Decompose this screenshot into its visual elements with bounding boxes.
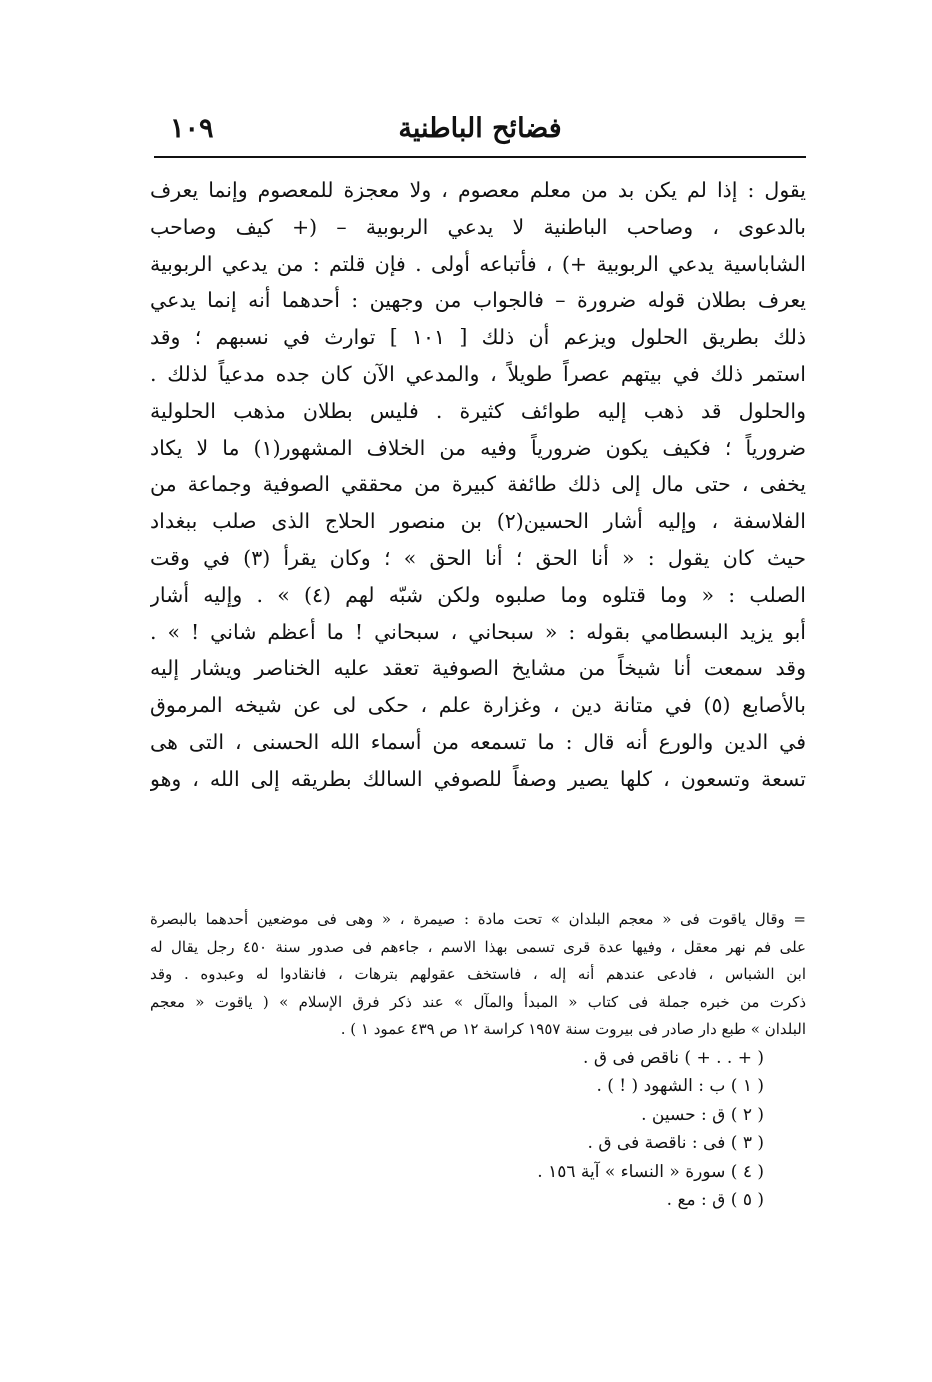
text-line: ذلك بطريق الحلول ويزعم أن ذلك [ ١٠١ ] توارث في نسبهم ؛ وقد	[150, 325, 806, 350]
page-number: ١٠٩	[170, 113, 214, 144]
footnote-item: ( + . . + ) ناقص فى ق .	[583, 1047, 764, 1068]
text-line: والحلول قد ذهب إليه طوائف كثيرة . فليس بطلان مذهب الحلولية	[150, 398, 806, 423]
text-line: يقول : إذا لم يكن بد من معلم معصوم ، ولا معجزة للمعصوم وإنما يعرف	[150, 178, 806, 202]
text-line: أبو يزيد البسطامي بقوله : « سبحاني ، سبحاني ! ما أعظم شاني ! » .	[150, 619, 806, 644]
footnotes	[150, 906, 806, 1215]
footnote-line: ذكرت من خبره جملة فى كتاب « المبدأ والمآل » عند ذكر فرق الإسلام » ( ياقوت « معجم	[150, 992, 806, 1011]
footnote-continuation	[150, 906, 806, 1044]
text-line: حيث كان يقول : « أنا الحق ؛ أنا الحق » ؛ وكان يقرأ (٣) في وقت	[150, 545, 806, 570]
text-line: الشاباسية يدعي الربوبية +) ، فأتباعه أولى . فإن قلتم : من يدعي الربوبية	[150, 251, 806, 276]
text-line: يعرف بطلان قوله ضرورة – فالجواب من وجهين : أحدهما أنه إنما يدعي	[150, 288, 806, 313]
footnote-list	[150, 1044, 806, 1215]
header-rule	[154, 156, 806, 158]
footnote-line: ابن الشباس ، فادعى عندهم أنه إله ، فاستخف عقولهم بترهات ، فانقادوا له وعبدوه . وقد	[150, 965, 806, 983]
text-line: في الدين والورع أنه قال : ما تسمعه من أسماء الله الحسنى ، التى هى	[150, 729, 806, 754]
main-text	[150, 172, 806, 798]
text-line: ضرورياً ؛ فكيف يكون ضرورياً وفيه من الخلاف المشهور(١) ما لا يكاد	[150, 435, 806, 460]
text-line: الفلاسفة ، وإليه أشار الحسين(٢) بن منصور الحلاج الذى صلب ببغداد	[150, 509, 806, 534]
text-line: وقد سمعت أنا شيخاً من مشايخ الصوفية تعقد عليه الخناصر ويشار إليه	[150, 656, 806, 681]
footnote-item: ( ٥ ) ق : مع .	[666, 1190, 764, 1210]
footnote-item: ( ٣ ) فى : ناقصة فى ق .	[587, 1133, 764, 1153]
text-line: يخفى ، حتى مال إلى ذلك طائفة كبيرة من محققي الصوفية وجماعة من	[150, 472, 806, 497]
text-line: تسعة وتسعون ، كلها يصير وصفاً للصوفي السالك بطريقه إلى الله ، وهو	[150, 766, 806, 791]
footnote-item: ( ٤ ) سورة « النساء » آية ١٥٦ .	[537, 1161, 764, 1182]
text-line: بالدعوى ، وصاحب الباطنية لا يدعي الربوبية – (+ كيف وصاحب	[150, 214, 806, 239]
footnote-line: = وقال ياقوت فى « معجم البلدان » تحت مادة : صيمرة ، « وهى فى موضعين أحدهما بالبصرة	[150, 910, 806, 928]
footnote-item: ( ٢ ) ق : حسين .	[641, 1104, 764, 1125]
footnote-line: على فم نهر معقل ، وفيها عدة قرى تسمى بهذا الاسم ، جاءهم فى صدور سنة ٤٥٠ رجل يقال له	[150, 937, 806, 956]
running-title: فضائح الباطنية	[398, 113, 562, 144]
text-line: الصلب : « وما قتلوه وما صلبوه ولكن شبّه لهم (٤) » . وإليه أشار	[150, 582, 806, 607]
footnote-line: البلدان » طبع دار صادر فى بيروت سنة ١٩٥٧ كراسة ١٢ ص ٤٣٩ عمود ١ ) .	[340, 1020, 806, 1038]
text-line: بالأصابع (٥) في متانة دين ، وغزارة علم ، حكى لى عن شيخه المرموق	[150, 693, 806, 718]
text-line: استمر ذلك في بيتهم عصراً طويلاً ، والمدعي الآن كان جده مدعياً لذلك .	[150, 361, 806, 386]
footnote-item: ( ١ ) ب : الشهود ( ! ) .	[596, 1076, 764, 1096]
